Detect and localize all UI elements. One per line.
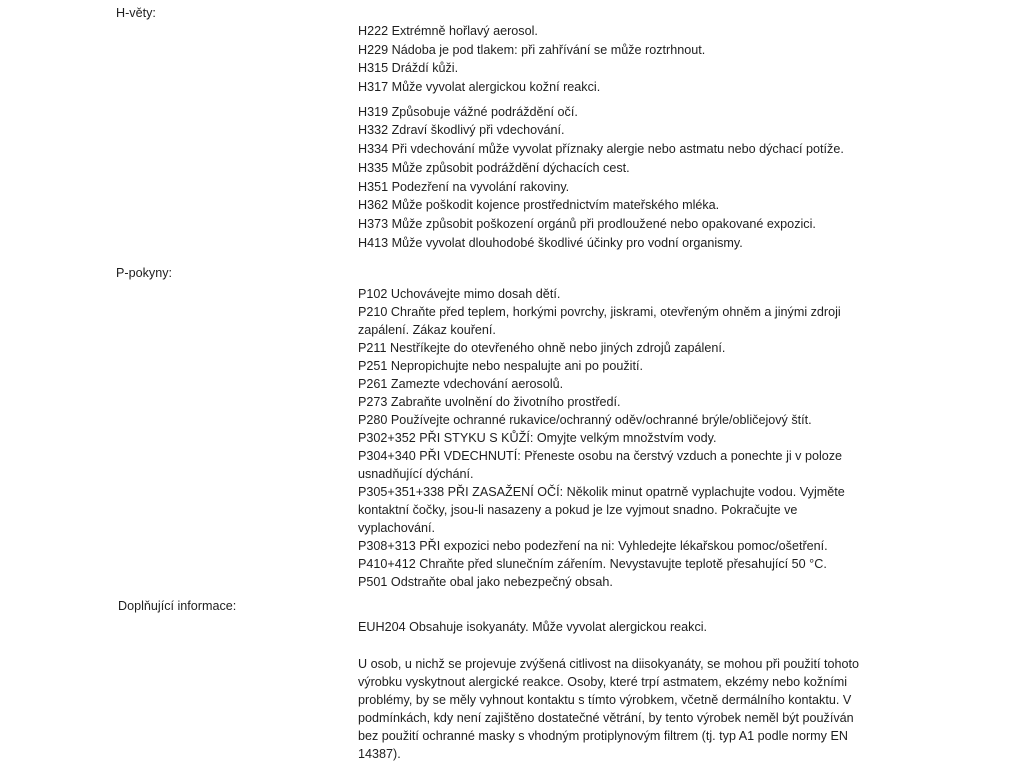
- precautionary-statement-line: vyplachování.: [358, 521, 436, 535]
- paragraph-line: U osob, u nichž se projevuje zvýšená citlivost na diisokyanáty, se mohou při použití tohoto: [358, 657, 859, 671]
- hazard-statement: H315 Dráždí kůži.: [358, 61, 459, 76]
- hazard-statement: H229 Nádoba je pod tlakem: při zahřívání se může roztrhnout.: [358, 42, 706, 57]
- hazard-statement: H351 Podezření na vyvolání rakoviny.: [358, 179, 570, 194]
- hazard-statement: H222 Extrémně hořlavý aerosol.: [358, 24, 538, 38]
- hazard-statement: H335 Může způsobit podráždění dýchacích cest.: [358, 160, 630, 175]
- precautionary-statement-line: P308+313 PŘI expozici nebo podezření na ni: Vyhledejte lékařskou pomoc/ošetření.: [358, 539, 828, 553]
- hazard-statement: H317 Může vyvolat alergickou kožní reakci.: [358, 80, 601, 95]
- precautionary-statement-line: P305+351+338 PŘI ZASAŽENÍ OČÍ: Několik minut opatrně vyplachujte vodou. Vyjměte: [358, 485, 845, 499]
- hazard-statement: H373 Může způsobit poškození orgánů při prodloužené nebo opakované expozici.: [358, 216, 816, 231]
- precautionary-statement-line: P501 Odstraňte obal jako nebezpečný obsah.: [358, 575, 613, 589]
- hazard-statement: H332 Zdraví škodlivý při vdechování.: [358, 123, 565, 138]
- hazard-statement: H319 Způsobuje vážné podráždění očí.: [358, 104, 578, 119]
- precautionary-statement-line: P302+352 PŘI STYKU S KŮŽÍ: Omyjte velkým množstvím vody.: [358, 431, 717, 445]
- hazard-statement: H413 Může vyvolat dlouhodobé škodlivé účinky pro vodní organismy.: [358, 235, 743, 250]
- paragraph-line: bez použití ochranné masky s vhodným protiplynovým filtrem (tj. typ A1 podle normy EN: [358, 729, 848, 743]
- additional-info-content: [358, 618, 878, 763]
- precautionary-statement-line: P273 Zabraňte uvolnění do životního prostředí.: [358, 395, 621, 409]
- p-statements-label: P-pokyny:: [116, 266, 172, 280]
- precautionary-statement-line: P261 Zamezte vdechování aerosolů.: [358, 377, 564, 391]
- precautionary-statement-line: P210 Chraňte před teplem, horkými povrchy, jiskrami, otevřeným ohněm a jinými zdroji: [358, 305, 841, 319]
- additional-info-label: Doplňující informace:: [118, 599, 237, 613]
- p-statements-list: [358, 285, 878, 591]
- precautionary-statement-line: P102 Uchovávejte mimo dosah dětí.: [358, 287, 561, 301]
- paragraph-line: problémy, by se měly vyhnout kontaktu s tímto výrobkem, včetně dermálního kontaktu. V: [358, 693, 852, 707]
- paragraph-line: podmínkách, kdy není zajištěno dostatečné větrání, by tento výrobek neměl být používán: [358, 711, 854, 725]
- precautionary-statement-line: P211 Nestříkejte do otevřeného ohně nebo jiných zdrojů zapálení.: [358, 341, 726, 355]
- precautionary-statement-line: zapálení. Zákaz kouření.: [358, 323, 496, 337]
- precautionary-statement-line: P410+412 Chraňte před slunečním zářením. Nevystavujte teplotě přesahující 50 °C.: [358, 557, 827, 571]
- hazard-statement: H334 Při vdechování může vyvolat příznaky alergie nebo astmatu nebo dýchací potíže.: [358, 142, 844, 157]
- precautionary-statement-line: kontaktní čočky, jsou-li nasazeny a pokud je lze vyjmout snadno. Pokračujte ve: [358, 503, 798, 517]
- euh-statement: EUH204 Obsahuje isokyanáty. Může vyvolat alergickou reakci.: [358, 620, 708, 634]
- paragraph-line: výrobku vyskytnout alergické reakce. Osoby, které trpí astmatem, ekzémy nebo kožními: [358, 675, 848, 689]
- h-statements-list: [358, 22, 878, 252]
- precautionary-statement-line: P251 Nepropichujte nebo nespalujte ani po použití.: [358, 359, 643, 373]
- precautionary-statement-line: P304+340 PŘI VDECHNUTÍ: Přeneste osobu na čerstvý vzduch a ponechte ji v poloze: [358, 449, 843, 463]
- h-statements-label: H-věty:: [116, 6, 156, 20]
- precautionary-statement-line: P280 Používejte ochranné rukavice/ochranný oděv/ochranné brýle/obličejový štít.: [358, 413, 812, 427]
- precautionary-statement-line: usnadňující dýchání.: [358, 467, 474, 481]
- hazard-statement: H362 Může poškodit kojence prostřednictvím mateřského mléka.: [358, 198, 720, 213]
- paragraph-line: 14387).: [358, 747, 401, 761]
